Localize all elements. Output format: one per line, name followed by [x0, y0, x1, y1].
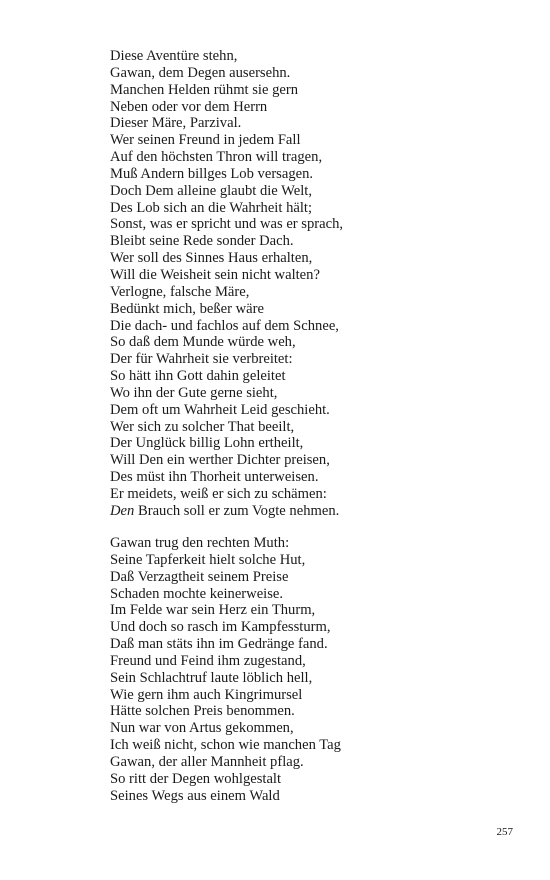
verse-line: Des Lob sich an die Wahrheit hält;	[110, 199, 313, 216]
verse-line: Wo ihn der Gute gerne sieht,	[110, 384, 278, 401]
verse-line: Sonst, was er spricht und was er sprach,	[110, 216, 344, 233]
verse-line: Ich weiß nicht, schon wie manchen Tag	[110, 737, 341, 754]
verse-line: Hätte solchen Preis benommen.	[110, 703, 295, 720]
verse-line: Der für Wahrheit sie verbreitet:	[110, 351, 293, 368]
emphasized-word: Den	[110, 502, 135, 519]
verse-line: Gawan trug den rechten Muth:	[110, 535, 290, 551]
verse-line: Und doch so rasch im Kampfessturm,	[110, 619, 331, 636]
verse-line: Des müst ihn Thorheit unterweisen.	[110, 469, 319, 486]
verse-line: Wer seinen Freund in jedem Fall	[110, 132, 301, 149]
verse-line-rest: Brauch soll er zum Vogte nehmen.	[134, 502, 340, 519]
verse-line: Wer sich zu solcher That beeilt,	[110, 418, 295, 435]
verse-line: Diese Aventüre stehn,	[110, 48, 238, 64]
verse-line: Im Felde war sein Herz ein Thurm,	[110, 602, 316, 619]
verse-line: Dieser Märe, Parzival.	[110, 115, 242, 132]
verse-line: Gawan, dem Degen ausersehn.	[110, 64, 291, 81]
verse-line: Wie gern ihm auch Kingrimursel	[110, 686, 303, 703]
verse-line: Bleibt seine Rede sonder Dach.	[110, 233, 294, 250]
page-number: 257	[496, 826, 513, 838]
verse-line: Seine Tapferkeit hielt solche Hut,	[110, 551, 306, 568]
verse-line: Daß Verzagtheit seinem Preise	[110, 568, 289, 585]
verse-line: Doch Dem alleine glaubt die Welt,	[110, 182, 312, 199]
verse-line: Dem oft um Wahrheit Leid geschieht.	[110, 401, 330, 418]
verse-line: Der Unglück billig Lohn ertheilt,	[110, 435, 304, 452]
verse-line: Daß man stäts ihn im Gedränge fand.	[110, 636, 328, 653]
verse-line: Schaden mochte keinerweise.	[110, 585, 284, 602]
verse-line: Sein Schlachtruf laute löblich hell,	[110, 669, 313, 686]
verse-line: Muß Andern billges Lob versagen.	[110, 165, 314, 182]
verse-line: Will die Weisheit sein nicht walten?	[110, 266, 320, 283]
stanza-2	[110, 535, 530, 805]
verse-line: Die dach- und fachlos auf dem Schnee,	[110, 317, 339, 334]
verse-line: Auf den höchsten Thron will tragen,	[110, 149, 323, 166]
verse-line: Bedünkt mich, beßer wäre	[110, 300, 264, 317]
verse-line: Wer soll des Sinnes Haus erhalten,	[110, 250, 313, 267]
verse-line: Nun war von Artus gekommen,	[110, 720, 294, 737]
verse-line: Verlogne, falsche Märe,	[110, 283, 250, 300]
verse-line: So daß dem Munde würde weh,	[110, 334, 296, 351]
verse-line: Neben oder vor dem Herrn	[110, 98, 268, 115]
verse-line: Manchen Helden rühmt sie gern	[110, 81, 299, 98]
verse-line: So ritt der Degen wohlgestalt	[110, 770, 282, 787]
verse-line: Will Den ein werther Dichter preisen,	[110, 452, 330, 469]
verse-line: Gawan, der aller Mannheit pflag.	[110, 753, 304, 770]
verse-line: Freund und Feind ihm zugestand,	[110, 652, 306, 669]
verse-line: So hätt ihn Gott dahin geleitet	[110, 368, 286, 385]
verse-line-last	[110, 503, 530, 520]
stanza-1	[110, 48, 530, 520]
verse-line: Er meidets, weiß er sich zu schämen:	[110, 485, 327, 502]
verse-line: Seines Wegs aus einem Wald	[110, 787, 280, 804]
